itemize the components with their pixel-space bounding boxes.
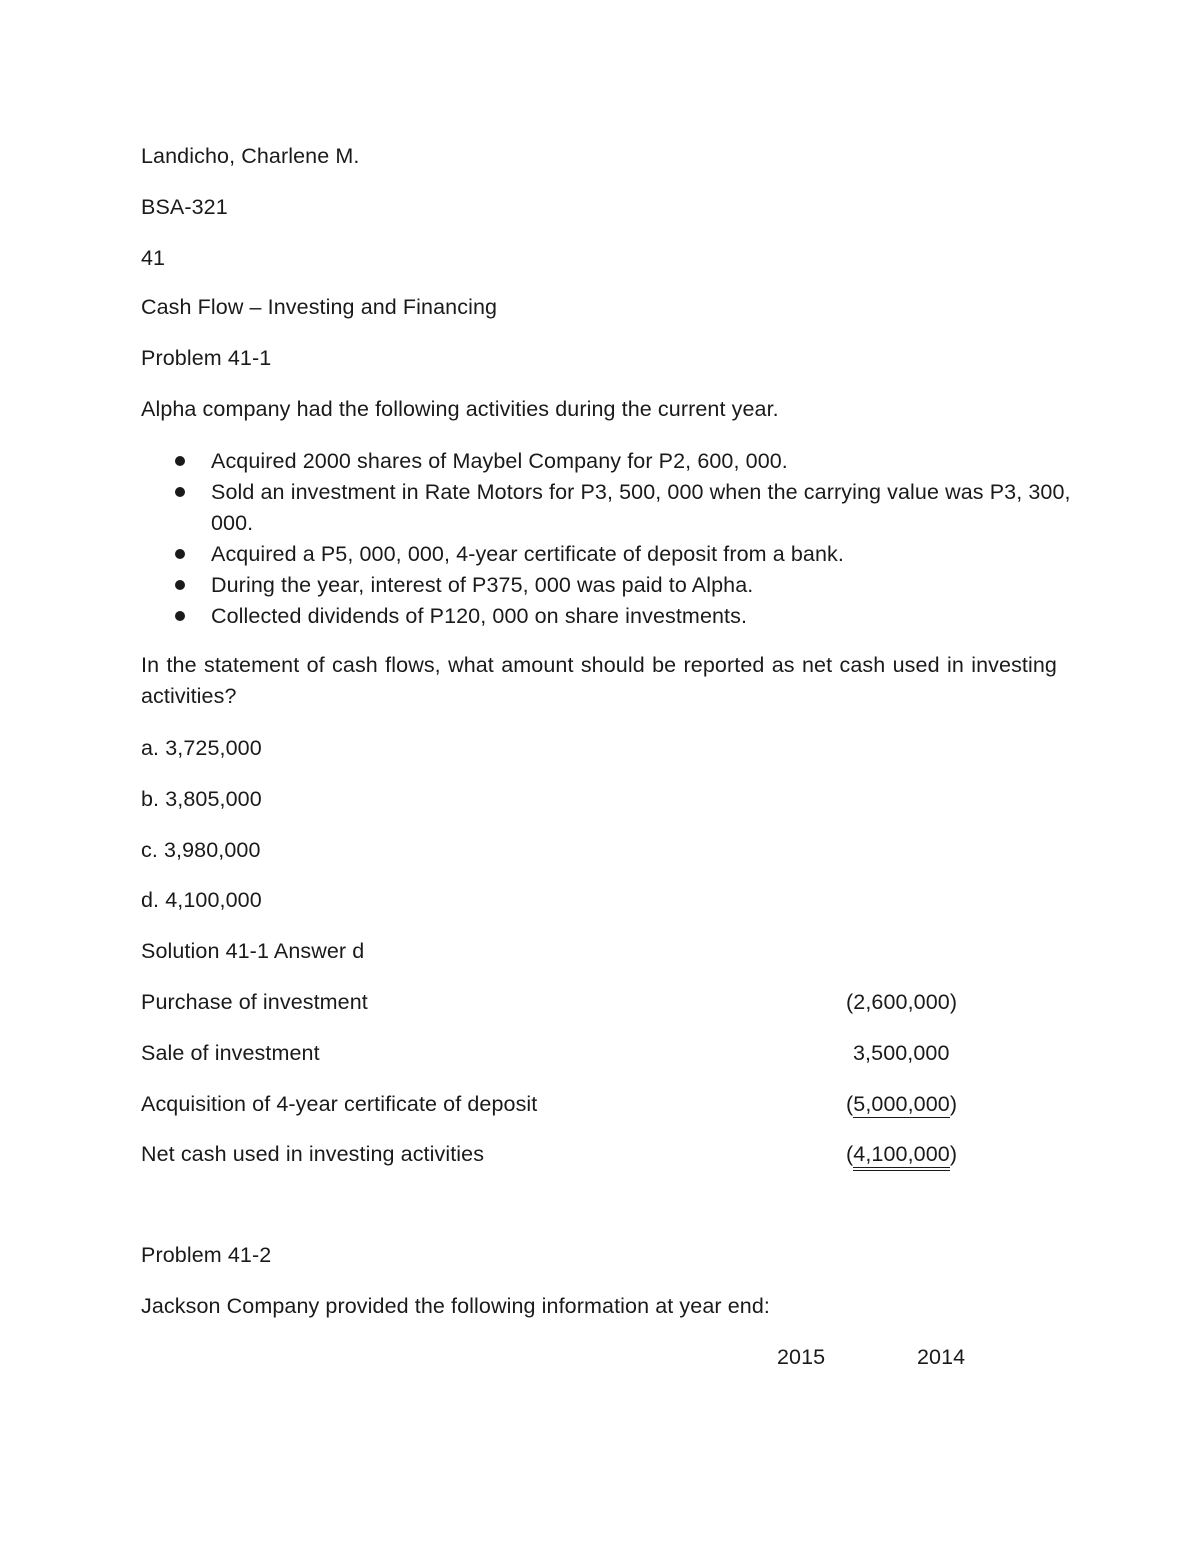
amount-value: 5,000,000 bbox=[853, 1092, 950, 1116]
solution-row-label: Sale of investment bbox=[141, 1041, 320, 1065]
problem-41-1-question: In the statement of cash flows, what amount should be reported as net cash used in investing activities? bbox=[141, 653, 1057, 708]
open-paren: ( bbox=[846, 1092, 854, 1116]
problem-41-2-intro: Jackson Company provided the following information at year end: bbox=[141, 1294, 770, 1318]
bullet-icon bbox=[175, 611, 185, 621]
solution-row-amount bbox=[846, 1141, 957, 1171]
amount-value: 4,100,000 bbox=[853, 1141, 950, 1171]
topic-title: Cash Flow – Investing and Financing bbox=[141, 295, 498, 319]
solution-title: Solution 41-1 Answer d bbox=[141, 939, 365, 963]
list-item bbox=[141, 570, 1071, 601]
list-item bbox=[141, 446, 1071, 477]
problem-41-1-intro: Alpha company had the following activities during the current year. bbox=[141, 397, 779, 421]
list-item bbox=[141, 477, 1071, 539]
choice-c: c. 3,980,000 bbox=[141, 838, 261, 862]
solution-row-label: Purchase of investment bbox=[141, 990, 368, 1014]
list-item-text: Acquired 2000 shares of Maybel Company for P2, 600, 000. bbox=[211, 449, 788, 473]
amount-value: 3,500,000 bbox=[853, 1041, 950, 1065]
solution-row-label: Net cash used in investing activities bbox=[141, 1142, 485, 1166]
amount-value: 2,600,000 bbox=[853, 990, 950, 1014]
list-item-text: Acquired a P5, 000, 000, 4-year certificate of deposit from a bank. bbox=[211, 542, 844, 566]
list-item bbox=[141, 539, 1071, 570]
close-paren: ) bbox=[949, 1092, 958, 1116]
bullet-icon bbox=[175, 487, 185, 497]
solution-row-amount bbox=[846, 1091, 957, 1118]
open-paren: ( bbox=[846, 990, 854, 1014]
student-name: Landicho, Charlene M. bbox=[141, 144, 360, 168]
list-item bbox=[141, 601, 1071, 632]
list-item-text: Sold an investment in Rate Motors for P3, 500, 000 when the carrying value was P3, 300, 000. bbox=[211, 480, 1071, 535]
close-paren: ) bbox=[949, 1142, 958, 1166]
open-paren: ( bbox=[846, 1142, 854, 1166]
bullet-icon bbox=[175, 580, 185, 590]
solution-row-label: Acquisition of 4-year certificate of deposit bbox=[141, 1092, 538, 1116]
list-item-text: Collected dividends of P120, 000 on share investments. bbox=[211, 604, 748, 628]
choice-d: d. 4,100,000 bbox=[141, 888, 262, 912]
section-code: BSA-321 bbox=[141, 195, 228, 219]
problem-41-2-title: Problem 41-2 bbox=[141, 1243, 272, 1267]
bullet-icon bbox=[175, 456, 185, 466]
year-header-2014: 2014 bbox=[917, 1345, 966, 1369]
solution-row-amount bbox=[846, 989, 957, 1015]
solution-row-amount bbox=[853, 1040, 950, 1066]
chapter-number: 41 bbox=[141, 246, 166, 270]
activities-list bbox=[141, 446, 1071, 632]
problem-41-1-title: Problem 41-1 bbox=[141, 346, 272, 370]
choice-a: a. 3,725,000 bbox=[141, 736, 262, 760]
list-item-text: During the year, interest of P375, 000 was paid to Alpha. bbox=[211, 573, 754, 597]
choice-b: b. 3,805,000 bbox=[141, 787, 262, 811]
bullet-icon bbox=[175, 549, 185, 559]
year-header-2015: 2015 bbox=[777, 1345, 826, 1369]
close-paren: ) bbox=[949, 990, 958, 1014]
